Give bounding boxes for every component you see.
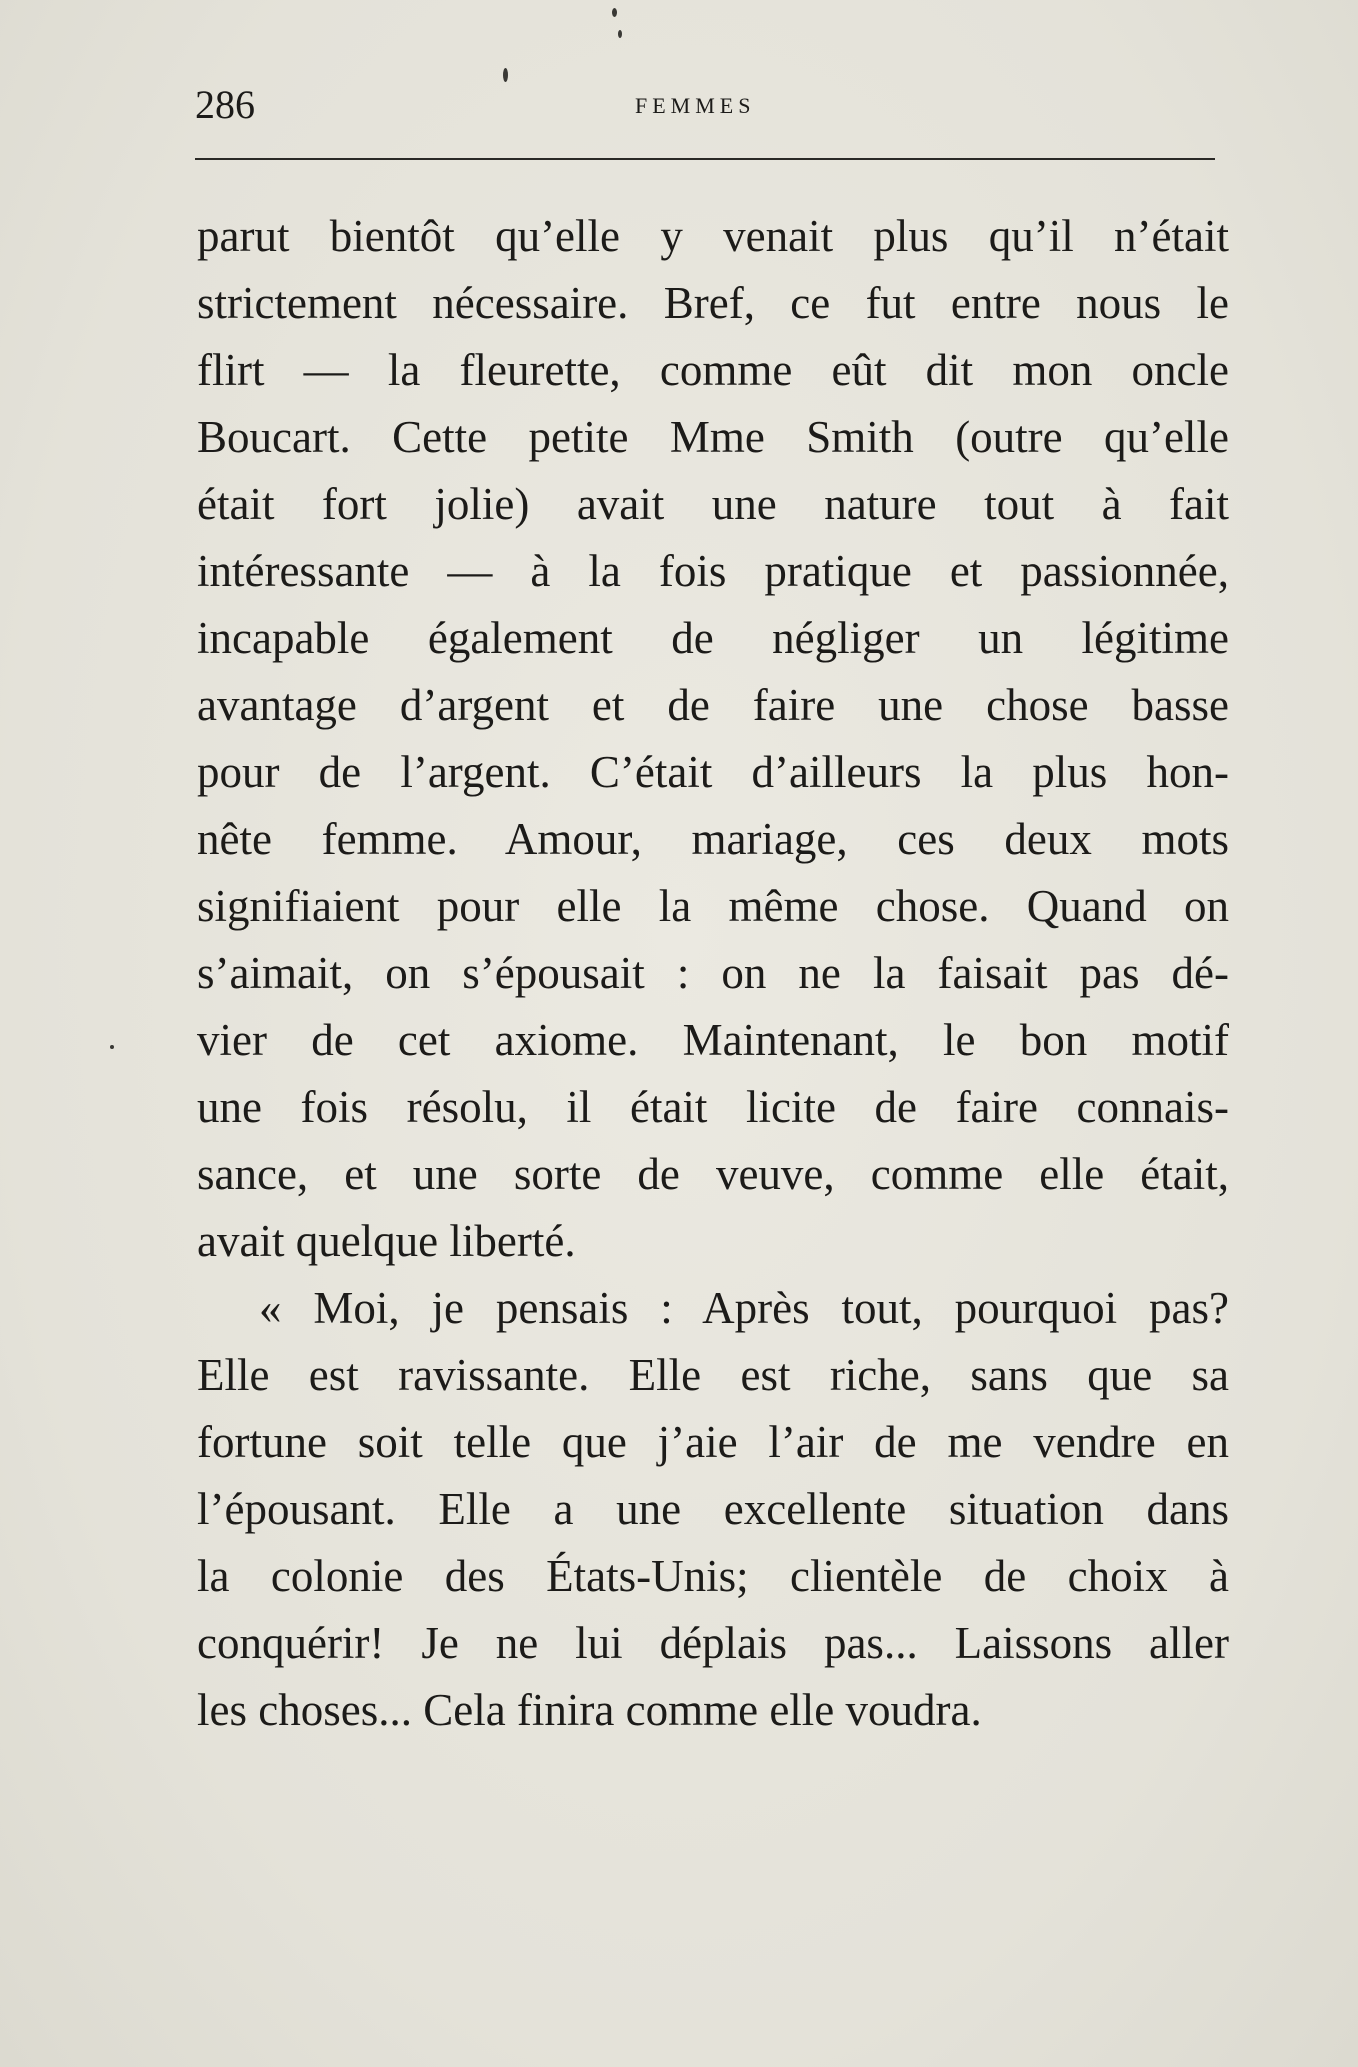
text-line: la colonie des États-Unis; clientèle de choix à — [197, 1551, 1229, 1601]
text-line: pour de l’argent. C’était d’ailleurs la plus hon- — [197, 747, 1229, 797]
text-line: Boucart. Cette petite Mme Smith (outre qu’elle — [197, 412, 1229, 462]
text-line: sance, et une sorte de veuve, comme elle était, — [197, 1149, 1229, 1199]
text-line: nête femme. Amour, mariage, ces deux mots — [197, 814, 1229, 864]
text-line: signifiaient pour elle la même chose. Quand on — [197, 881, 1229, 931]
ink-speck — [618, 30, 622, 38]
text-line: Elle est ravissante. Elle est riche, sans que sa — [197, 1350, 1229, 1400]
text-line: parut bientôt qu’elle y venait plus qu’il n’était — [197, 211, 1229, 261]
text-line: fortune soit telle que j’aie l’air de me vendre en — [197, 1417, 1229, 1467]
header-rule — [195, 158, 1215, 160]
text-line: s’aimait, on s’épousait : on ne la faisait pas dé- — [197, 948, 1229, 998]
text-line: flirt — la fleurette, comme eût dit mon oncle — [197, 345, 1229, 395]
text-line: une fois résolu, il était licite de faire connais- — [197, 1082, 1229, 1132]
running-head-title: FEMMES — [635, 93, 756, 118]
text-line: l’épousant. Elle a une excellente situation dans — [197, 1484, 1229, 1534]
ink-speck — [110, 1045, 114, 1049]
text-line: les choses... Cela finira comme elle voudra. — [197, 1685, 982, 1735]
running-head — [195, 80, 1215, 130]
text-line: « Moi, je pensais : Après tout, pourquoi pas? — [259, 1283, 1229, 1333]
text-line: strictement nécessaire. Bref, ce fut entre nous le — [197, 278, 1229, 328]
text-line: incapable également de négliger un légitime — [197, 613, 1229, 663]
text-line: intéressante — à la fois pratique et passionnée, — [197, 546, 1229, 596]
text-line: était fort jolie) avait une nature tout à fait — [197, 479, 1229, 529]
text-line: vier de cet axiome. Maintenant, le bon motif — [197, 1015, 1229, 1065]
text-line: avait quelque liberté. — [197, 1216, 576, 1266]
page-number: 286 — [195, 82, 255, 127]
text-body — [197, 203, 1229, 1744]
text-line: avantage d’argent et de faire une chose basse — [197, 680, 1229, 730]
ink-speck — [612, 8, 617, 17]
text-line: conquérir! Je ne lui déplais pas... Laissons aller — [197, 1618, 1229, 1668]
